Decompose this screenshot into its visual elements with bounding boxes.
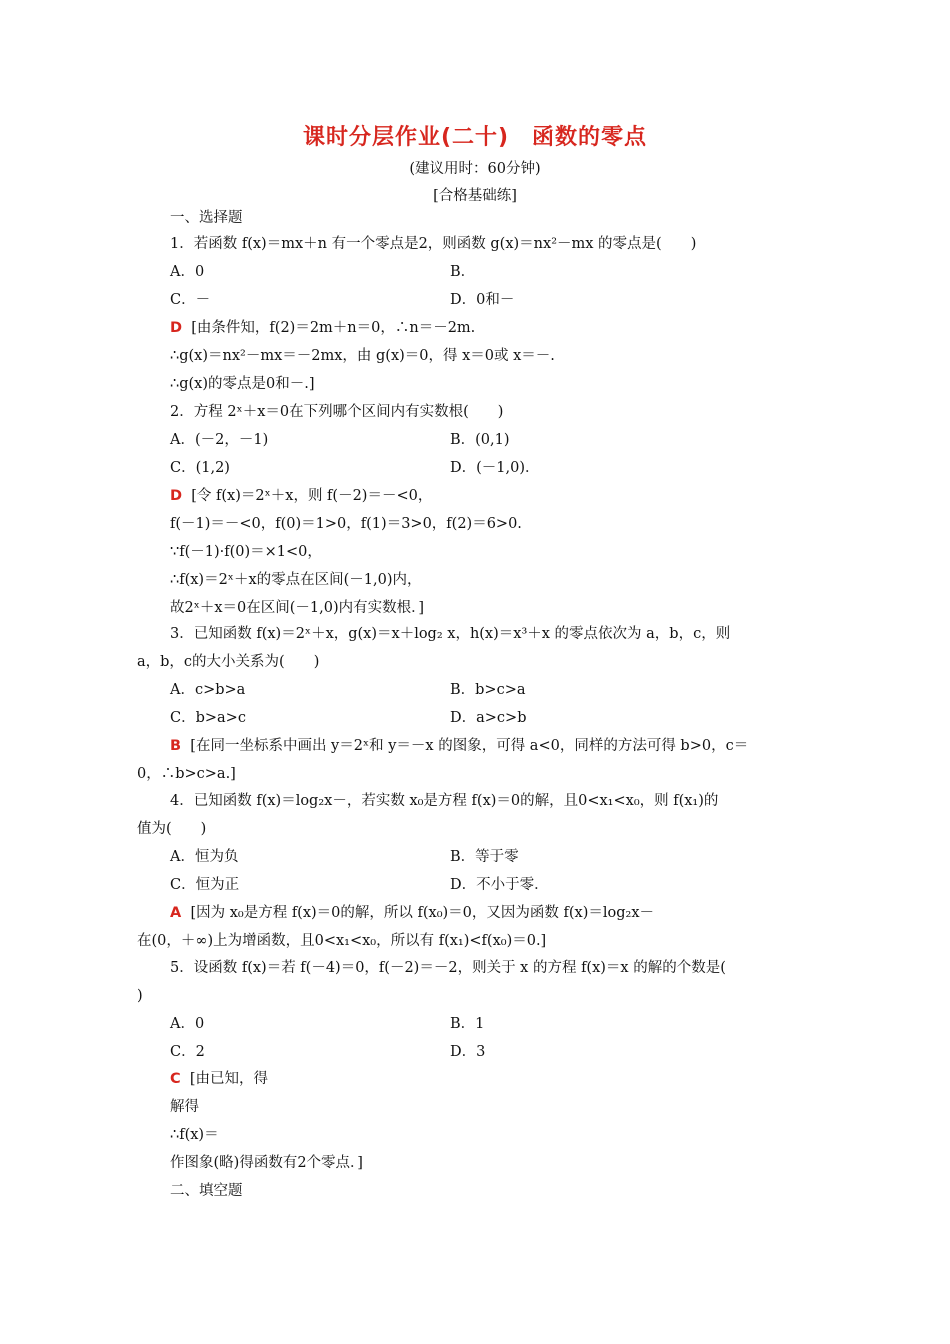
q2-sol1-text: [令 f(x)＝2ˣ＋x，则 f(－2)＝－<0， bbox=[191, 488, 433, 504]
time-note: (建议用时：60分钟) bbox=[409, 161, 541, 177]
q4-stem-1: 4．已知函数 f(x)＝log₂x－，若实数 x₀是方程 f(x)＝0的解，且0<x₁<x₀，则 f(x₁)的 bbox=[170, 793, 719, 809]
q4-sol1-text: [因为 x₀是方程 f(x)＝0的解，所以 f(x₀)＝0，又因为函数 f(x)＝log₂x－ bbox=[190, 905, 655, 921]
q5-solution-3: ∴f(x)＝ bbox=[170, 1127, 219, 1143]
q4-option-a: A．恒为负 bbox=[170, 849, 239, 865]
q2-option-b: B．(0,1) bbox=[450, 432, 510, 448]
q2-stem: 2．方程 2ˣ＋x＝0在下列哪个区间内有实数根( ) bbox=[170, 404, 504, 420]
q5-option-b: B．1 bbox=[450, 1016, 485, 1032]
q3-stem-1: 3．已知函数 f(x)＝2ˣ＋x，g(x)＝x＋log₂ x，h(x)＝x³＋x 的零点依次为 a，b，c，则 bbox=[170, 626, 731, 642]
section-choice: 一、选择题 bbox=[170, 210, 243, 226]
q3-answer: B bbox=[170, 738, 182, 754]
q4-answer: A bbox=[170, 905, 182, 921]
q4-solution-2: 在(0，＋∞)上为增函数，且0<x₁<x₀，所以有 f(x₁)<f(x₀)＝0.] bbox=[137, 933, 547, 949]
q1-option-d: D．0和－ bbox=[450, 292, 515, 308]
q3-solution-2: 0，∴b>c>a.] bbox=[137, 766, 236, 782]
q2-solution-5: 故2ˣ＋x＝0在区间(－1,0)内有实数根．] bbox=[170, 600, 425, 616]
q2-option-a: A．(－2，－1) bbox=[170, 432, 269, 448]
q3-option-d: D．a>c>b bbox=[450, 710, 527, 726]
q5-solution-4: 作图象(略)得函数有2个零点．] bbox=[170, 1155, 363, 1171]
q1-solution-3: ∴g(x)的零点是0和－.] bbox=[170, 376, 315, 392]
q2-solution-4: ∴f(x)＝2ˣ＋x的零点在区间(－1,0)内， bbox=[170, 572, 422, 588]
q4-option-b: B．等于零 bbox=[450, 849, 519, 865]
q2-answer: D bbox=[170, 488, 183, 504]
q5-solution-2: 解得 bbox=[170, 1099, 199, 1115]
q5-solution-1 bbox=[170, 1069, 268, 1089]
q5-sol1-text: [由已知，得 bbox=[189, 1071, 269, 1087]
q3-stem-2: a，b，c的大小关系为( ) bbox=[137, 654, 320, 670]
q1-answer: D bbox=[170, 320, 183, 336]
q4-option-d: D．不小于零． bbox=[450, 877, 549, 893]
q1-option-a: A．0 bbox=[170, 264, 205, 280]
q1-stem: 1．若函数 f(x)＝mx＋n 有一个零点是2，则函数 g(x)＝nx²－mx 的零点是( ) bbox=[170, 236, 697, 252]
q5-option-d: D．3 bbox=[450, 1044, 486, 1060]
q2-option-d: D．(－1,0)． bbox=[450, 460, 540, 476]
section-fill-in: 二、填空题 bbox=[170, 1183, 243, 1199]
q3-option-b: B．b>c>a bbox=[450, 682, 526, 698]
q1-option-b: B． bbox=[450, 264, 476, 280]
level-label: [合格基础练] bbox=[433, 188, 517, 204]
q1-sol1-text: [由条件知，f(2)＝2m＋n＝0，∴n＝－2m. bbox=[191, 320, 476, 336]
q3-sol1-text: [在同一坐标系中画出 y＝2ˣ和 y＝－x 的图象，可得 a<0，同样的方法可得 b>0，c＝ bbox=[190, 738, 749, 754]
q1-solution-1 bbox=[170, 318, 475, 338]
q2-solution-3: ∵f(－1)·f(0)＝×1<0， bbox=[170, 544, 322, 560]
q2-solution-1 bbox=[170, 486, 432, 506]
q2-option-c: C．(1,2) bbox=[170, 460, 230, 476]
q3-option-c: C．b>a>c bbox=[170, 710, 246, 726]
q5-option-a: A．0 bbox=[170, 1016, 205, 1032]
q5-stem-2: ) bbox=[137, 988, 143, 1004]
q5-option-c: C．2 bbox=[170, 1044, 205, 1060]
q4-solution-1 bbox=[170, 903, 654, 923]
q5-answer: C bbox=[170, 1071, 181, 1087]
q2-solution-2: f(－1)＝－<0，f(0)＝1>0，f(1)＝3>0，f(2)＝6>0. bbox=[170, 516, 522, 532]
q3-solution-1 bbox=[170, 736, 748, 756]
q3-option-a: A．c>b>a bbox=[170, 682, 246, 698]
q1-option-c: C．－ bbox=[170, 292, 211, 308]
q5-stem-1: 5．设函数 f(x)＝若 f(－4)＝0，f(－2)＝－2，则关于 x 的方程 f(x)＝x 的解的个数是( bbox=[170, 960, 726, 976]
page-title: 课时分层作业(二十) 函数的零点 bbox=[302, 125, 648, 150]
q1-solution-2: ∴g(x)＝nx²－mx＝－2mx，由 g(x)＝0，得 x＝0或 x＝－. bbox=[170, 348, 555, 364]
q4-option-c: C．恒为正 bbox=[170, 877, 240, 893]
q4-stem-2: 值为( ) bbox=[137, 821, 207, 837]
